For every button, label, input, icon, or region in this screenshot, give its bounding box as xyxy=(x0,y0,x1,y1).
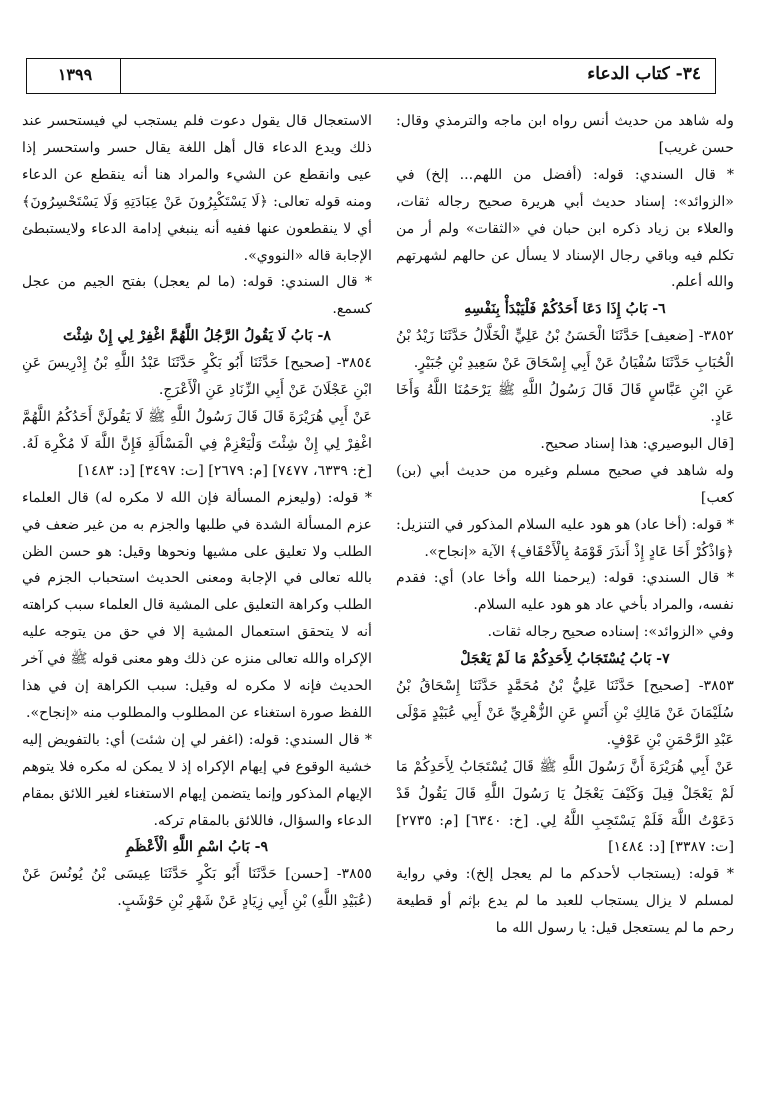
header-divider xyxy=(120,59,121,93)
commentary-note: * قوله: (يستجاب لأحدكم ما لم يعجل إلخ): وفي رواية لمسلم لا يزال يستجاب للعبد ما لم يدع بإثم أو قطيعة رحم ما لم يستعجل قيل: يا رسول الله ما xyxy=(396,866,734,937)
grading-note: [قال البوصيري: هذا إسناد صحيح. xyxy=(540,435,734,452)
commentary-note: * قال السندي: قوله: (يرحمنا الله وأخا عاد) أي: فقدم نفسه، والمراد بأخي عاد هو هود عليه السلام. xyxy=(396,570,734,614)
right-column xyxy=(396,108,734,942)
commentary-note: * قوله: (أخا عاد) هو هود عليه السلام المذكور في التنزيل: ﴿وَاذْكُرْ أَخَا عَادٍ إِذْ أَنذَرَ قَوْمَهُ بِالْأَحْقَافِ﴾ الآية «إنجاح». xyxy=(396,516,734,560)
left-column xyxy=(22,108,372,915)
commentary-note: * قال السندي: قوله: (أفضل من اللهم... إلخ) في «الزوائد»: إسناد حديث أبي هريرة صحيح رجاله ثقات، والعلاء بن زياد ذكره ابن حبان في «الثقات» ولم أر من تكلم فيه وباقي رجال الإسناد لا يسأل عن حالهم لشهرتهم والله أعلم. xyxy=(396,166,734,291)
hadith-chain: ٣٨٥٢- [ضعيف] حَدَّثَنَا الْحَسَنُ بْنُ عَلِيٍّ الْخَلَّالُ حَدَّثَنَا زَيْدُ بْنُ الْحُبَابِ حَدَّثَنَا سُفْيَانُ عَنْ أَبِي إِسْحَاقَ عَنْ سَعِيدِ بْنِ جُبَيْرٍ. xyxy=(396,328,734,372)
paragraph: وله شاهد في صحيح مسلم وغيره من حديث أبي (بن) كعب] xyxy=(396,462,734,506)
paragraph: الاستعجال قال يقول دعوت فلم يستجب لي فيستحسر عند ذلك ويدع الدعاء قال أهل اللغة يقال حسر واستحسر إذا عيى وانقطع عن الشيء والمراد هنا أنه ينقطع عن الدعاء ومنه قوله تعالى: ﴿لَا يَسْتَكْبِرُونَ عَنْ عِبَادَتِهِ وَلَا يَسْتَحْسِرُونَ﴾ أي لا ينقطعون عنها ففيه أنه ينبغي إدامة الدعاء ولايستبطئ الإجابة قاله «النووي». xyxy=(22,113,372,264)
hadith-text: عَنِ ابْنِ عَبَّاسٍ قَالَ قَالَ رَسُولُ اللَّهِ ﷺ يَرْحَمُنَا اللَّهُ وَأَخَا عَادٍ. xyxy=(396,382,734,425)
commentary-note: * قال السندي: قوله: (ما لم يعجل) بفتح الجيم من عجل كسمع. xyxy=(22,274,372,318)
commentary-note: * قوله: (وليعزم المسألة فإن الله لا مكره له) قال العلماء عزم المسألة الشدة في طلبها والجزم به من غير ضعف في الطلب ولا تعليق على مشيها ونحوها وقيل: هو حسن الظن بالله تعالى في الإجابة ومعنى الحديث استحباب الجزم في الطلب وكراهة التعليق على المشية قال العلماء سبب كراهته أنه لا يتحقق استعمال المشية إلا في حق من يتوجه عليه الإكراه والله تعالى منزه عن ذلك وهو معنى قوله ﷺ في آخر الحديث فإنه لا مكره له وقيل: سبب الكراهة إن في هذا اللفظ صورة استغناء عن المطلوب والمطلوب منه «إنجاح». xyxy=(22,489,372,721)
paragraph: وله شاهد من حديث أنس رواه ابن ماجه والترمذي وقال: حسن غريب] xyxy=(396,113,734,156)
hadith-text: عَنْ أَبِي هُرَيْرَةَ قَالَ قَالَ رَسُولُ اللَّهِ ﷺ لَا يَقُولَنَّ أَحَدُكُمُ اللَّهُمَّ اغْفِرْ لِي إِنْ شِئْتَ وَلْيَعْزِمْ فِي الْمَسْأَلَةِ فَإِنَّ اللَّهَ لَا مُكْرِهَ لَهُ. [خ: ٦٣٣٩، ٧٤٧٧] [م: ٢٦٧٩] [ت: ٣٤٩٧] [د: ١٤٨٣] xyxy=(22,408,372,479)
section-heading: ٩- بَابُ اسْمِ اللَّهِ الْأَعْظَمِ xyxy=(125,839,269,856)
page-number: ١٣٩٩ xyxy=(57,65,93,84)
hadith-chain: ٣٨٥٤- [صحيح] حَدَّثَنَا أَبُو بَكْرٍ حَدَّثَنَا عَبْدُ اللَّهِ بْنُ إِدْرِيسَ عَنِ ابْنِ عَجْلَانَ عَنْ أَبِي الزِّنَادِ عَنِ الْأَعْرَجِ. xyxy=(22,355,372,399)
chapter-title: ٣٤- كتاب الدعاء xyxy=(587,64,701,84)
section-heading: ٨- بَابُ لَا يَقُولُ الرَّجُلُ اللَّهُمَّ اغْفِرْ لِي إِنْ شِئْتَ xyxy=(63,328,331,345)
hadith-text: عَنْ أَبِي هُرَيْرَةَ أَنَّ رَسُولَ اللَّهِ ﷺ قَالَ يُسْتَجَابُ لِأَحَدِكُمْ مَا لَمْ يَعْجَلْ قِيلَ وَكَيْفَ يَعْجَلُ يَا رَسُولَ اللَّهِ قَالَ يَقُولُ قَدْ دَعَوْتُ اللَّهَ فَلَمْ يَسْتَجِبِ اللَّهُ لِي. [خ: ٦٣٤٠] [م: ٢٧٣٥] [ت: ٣٣٨٧] [د: ١٤٨٤] xyxy=(396,758,735,856)
hadith-chain: ٣٨٥٣- [صحيح] حَدَّثَنَا عَلِيُّ بْنُ مُحَمَّدٍ حَدَّثَنَا إِسْحَاقُ بْنُ سُلَيْمَانَ عَنْ مَالِكِ بْنِ أَنَسٍ عَنِ الزُّهْرِيِّ عَنْ أَبِي عُبَيْدٍ مَوْلَى عَبْدِ الرَّحْمَنِ بْنِ عَوْفٍ. xyxy=(396,678,734,748)
hadith-chain: ٣٨٥٥- [حسن] حَدَّثَنَا أَبُو بَكْرٍ حَدَّثَنَا عِيسَى بْنُ يُونُسَ عَنْ (عُبَيْدِ اللَّهِ) بْنِ أَبِي زِيَادٍ عَنْ شَهْرِ بْنِ حَوْشَبٍ. xyxy=(22,866,372,910)
commentary-note: * قال السندي: قوله: (اغفر لي إن شئت) أي: بالتفويض إليه خشية الوقوع في إيهام الإكراه إذ لا يمكن له مكره فلا يتوهم الإيهام المذكور وإنما يتضمن إيهام الاستغناء لغير اللائق بمقام الدعاء والسؤال، فاللائق بالمقام تركه. xyxy=(22,731,372,829)
section-heading: ٧- بَابُ يُسْتَجَابُ لِأَحَدِكُمْ مَا لَمْ يَعْجَلْ xyxy=(460,651,670,668)
paragraph: وفي «الزوائد»: إسناده صحيح رجاله ثقات. xyxy=(487,624,734,641)
section-heading: ٦- بَابُ إِذَا دَعَا أَحَدُكُمْ فَلْيَبْدَأْ بِنَفْسِهِ xyxy=(464,301,666,318)
page-header xyxy=(26,58,716,94)
